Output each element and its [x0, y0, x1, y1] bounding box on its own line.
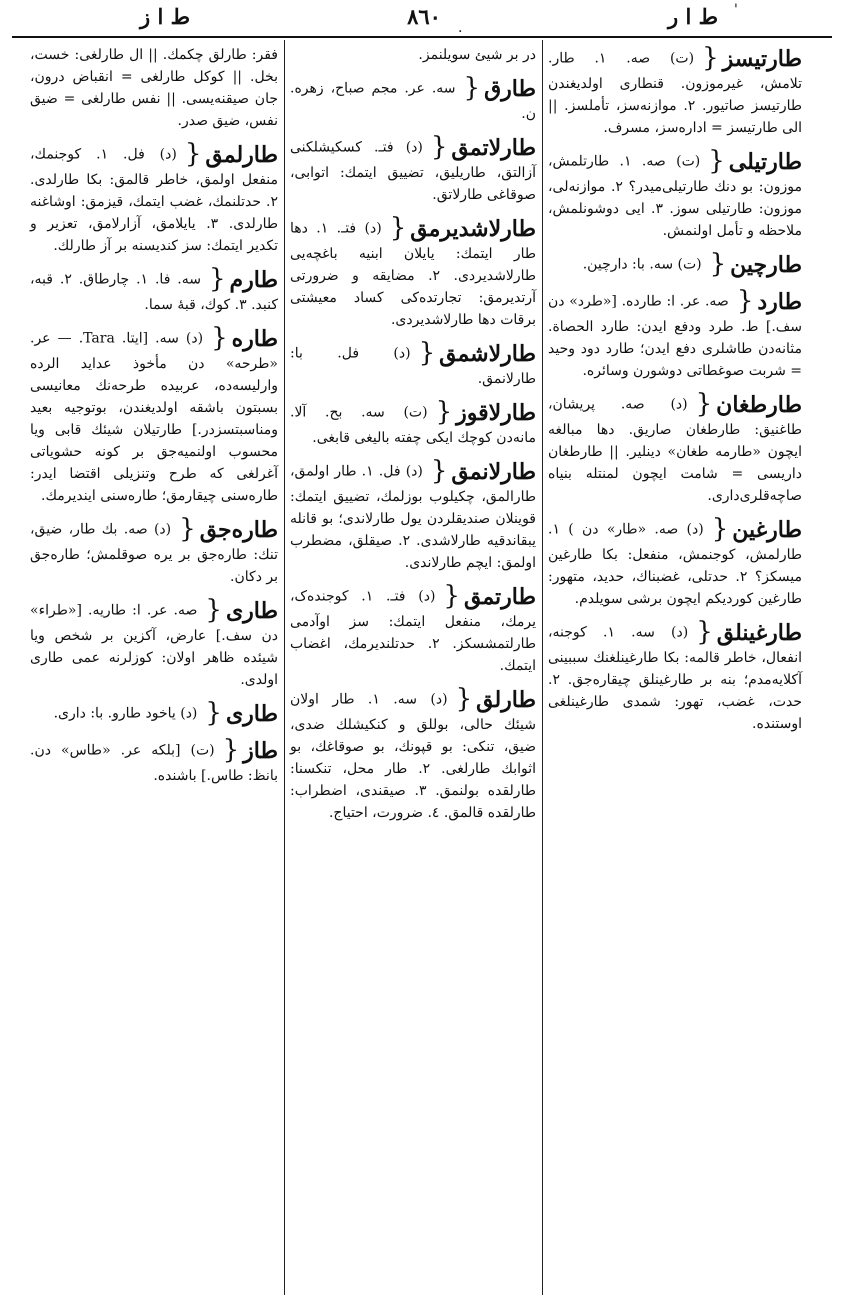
header-dot: . [458, 20, 463, 36]
entry-headword: طارطغان { [696, 390, 802, 419]
entry-definition: (د) فل. ۱. کوجنمك، منفعل اولمق، خاطر قالمق: بکا طارلدی. ۲. حدتلنمك، غضب ایتمك، قیزمق: اوشاغنه طارلدی. ۳. یایلامق، آزارلامق، تعزیر و تکدیر ایتمك: سز کندیسنه بر آز طارلك. [30, 146, 278, 254]
column-middle [290, 44, 536, 832]
entry-definition: (ت) صه. ۱. طار. تلامش، غیرموزون. قنطاری اولدیغندن طارتیسز صاتیور. ۲. موازنه‌سز، تأملسز. || الی طارتیسز = ادارەسز، مسرف. [548, 50, 803, 136]
header-left: ط ا ز [140, 4, 191, 29]
dictionary-entry [30, 140, 278, 257]
entry-definition: (د) صه. پریشان، طاغنیق: طارطغان صاریق. دها مبالغه ایچون «طارمه طغان» دینلیر. || طارطغان داریسی = شامت ایچون لمنتله بنیاه صاچه‌قلری‌داری. [548, 396, 802, 504]
entry-headword: طاز { [223, 736, 278, 765]
dictionary-entry [30, 699, 278, 728]
dictionary-entry [30, 515, 278, 588]
entry-definition: صه. عر. ا: طاریه. [«طراء» دن سف.] عارض، آکزین بر شخص ویا شیئده ظاهر اولان: کوزلرنه عمی طاری اولدی. [30, 602, 278, 688]
header-mark: ' [734, 2, 738, 18]
dictionary-entry [548, 515, 802, 610]
entry-headword: طاری { [205, 596, 278, 625]
entry-definition: (ت) سه. بح. آلا. مانه‌دن کوچك ایکی چفته بالیغی قابغی. [290, 404, 536, 446]
entry-definition: (د) فل. ۱. طار اولمق، طارالمق، چکیلوب بوزلمك، تضییق ایتمك: قوینلان صندیقلردن یول طارلاندی؛ بو قانله یبقاندقیه طارلاشدی. ۲. صیقلق، مضطرب اولمق: ایچم طارلاندی. [290, 463, 536, 571]
entry-definition: سه. فا. ۱. چارطاق. ۲. قبه، کنبد. ۳. کوك، قبهٔ سما. [30, 271, 278, 313]
entry-definition: (د) فتـ. ۱. کوجنده‌ک، یرمك، منفعل ایتمك: سز اوآدمی طارلتمشسکز. ۲. حدتلندیرمك، اغضاب ایتمك. [290, 588, 536, 674]
dictionary-entry [30, 44, 278, 132]
entry-headword: طارچین { [710, 250, 802, 279]
column-right [548, 44, 802, 743]
entry-definition: در بر شیئ سویلنمز. [418, 47, 536, 63]
entry-headword: طارغینلق { [696, 618, 802, 647]
entry-definition: (د) صه. «طار» دن ) ۱. طارلمش، کوجنمش، منفعل: بکا طارغین میسکز؟ ۲. حدتلی، غضبناك، حدید، متهور: طارغین کوردیکم ایچون برشی سویلدم. [548, 521, 802, 607]
entry-headword: طارلاتمق { [431, 133, 536, 162]
entry-definition: (د) فل. با: طارلانمق. [290, 345, 536, 387]
column-divider-right [542, 40, 543, 1295]
dictionary-entry [290, 685, 536, 824]
entry-headword: طارتمق { [443, 582, 536, 611]
dictionary-entry [548, 147, 802, 242]
entry-headword: طارلانمق { [431, 457, 536, 486]
dictionary-entry [290, 582, 536, 677]
entry-definition: (ت) صه. ۱. طارتلمش، موزون: بو دنك طارتیلی‌میدر؟ ۲. موازنه‌لی، موزون: طارتیلی سوز. ۳. ایی دوشونلمش، ملاحظه و تأمل اولنمش. [548, 153, 803, 239]
dictionary-entry [548, 250, 802, 279]
dictionary-entry [548, 287, 802, 382]
dictionary-entry [30, 596, 278, 691]
entry-headword: طارلاشمق { [419, 339, 536, 368]
dictionary-entry [30, 324, 278, 507]
entry-headword: طارد { [737, 287, 802, 316]
entry-definition: (د) سه. ۱. طار اولان شیئك حالی، بوللق و کنکیشلك ضدی، ضیق، تنكی: بو قپونك، بو صوقاغك، بو اثوابك طارلغی. ۲. طار محل، تنكسنا: طارلقده بولنمق. ۳. صیقندی، اضطراب: طارلقده قالمق. ٤. ضرورت، احتیاج. [290, 691, 537, 821]
dictionary-entry [548, 618, 802, 735]
entry-headword: طارغین { [712, 515, 802, 544]
entry-headword: طارلق { [456, 685, 536, 714]
dictionary-entry [548, 390, 802, 507]
entry-definition: فقر: طارلق چکمك. || ال طارلغی: خست، بخل. || کوکل طارلغی = انقباض درون، جان صیقنه‌یسی. || نفس طارلغی = ضیق نفس، ضیق صدر. [30, 47, 278, 129]
entry-definition: (د) سه. [ایتا. Tara. — عر. «طرحه» دن مأخوذ عداید الرده وارلیسه‌ده، عربیده طرحه‌نك معانیسی بسبتون باشقه اولدیغندن، بوتوجیه بعید ومناسبتسزدر.] طارتیلان شیئك قابی ویا محسوب اولنمیه‌جق بر کونه حشویاتی آغرلغی که طرح وتنزیلی اقتضا ایدر: طاره‌سنی چیقارمق؛ طاره‌سنی ایندیرمك. [30, 330, 278, 504]
entry-headword: طارق { [464, 74, 536, 103]
entry-headword: طارم { [209, 265, 278, 294]
dictionary-entry [30, 736, 278, 787]
entry-definition: (د) صه. بك طار، ضیق، تنك: طاره‌جق بر یره صوقلمش؛ طاره‌جق بر دکان. [30, 521, 278, 585]
entry-headword: طارتیلی { [708, 147, 802, 176]
entry-headword: طارلاقوز { [436, 398, 536, 427]
dictionary-entry [290, 133, 536, 206]
entry-definition: (د) فتـ. ۱. دها طار ایتمك: یایلان ابنیه باغچه‌یی طارلاشدیردی. ۲. مضایقه و ضرورتی آرتدیرمق: تجارتده‌کی کساد معیشتی برقات دها طارلاشدیردی. [290, 220, 536, 328]
entry-headword: طارلاشدیرمق { [390, 214, 536, 243]
entry-definition: (ت) سه. با: دارچین. [582, 256, 702, 273]
dictionary-entry [290, 398, 536, 449]
dictionary-entry [290, 339, 536, 390]
dictionary-entry [290, 214, 536, 331]
entry-headword: طارتیسز { [702, 44, 802, 73]
page-number: ۸٦٠ [407, 4, 441, 29]
entry-definition: (د) یاخود طارو. با: داری. [53, 705, 198, 722]
header-rule [12, 36, 832, 38]
column-left [30, 44, 278, 795]
entry-definition: صه. عر. ا: طارده. [«طرد» دن سف.] ط. طرد ودفع ایدن: طارد الحصاة. مثانه‌دن طاشلری دفع ایدن؛ طارد دود وحید = شربت صوغطاتی دوشورن وسائره. [548, 293, 802, 379]
dictionary-entry [290, 74, 536, 125]
dictionary-entry [548, 44, 802, 139]
entry-headword: طاری { [205, 699, 278, 728]
entry-definition: سه. عر. مجم صباح، زهره. ن. [290, 80, 536, 122]
dictionary-entry [30, 265, 278, 316]
entry-headword: طارلمق { [185, 140, 278, 169]
dictionary-entry [290, 44, 536, 66]
column-divider-left [284, 40, 285, 1295]
entry-definition: (ت) [بلکه عر. «طاس» دن. بانظ: طاس.] باشنده. [30, 742, 278, 784]
entry-definition: (د) فتـ. کسکیشلکنی آزالتق، طاریلیق، تضییق ایتمك: اتوابی، صوقاغی طارلاتق. [290, 139, 536, 203]
entry-headword: طاره‌جق { [179, 515, 278, 544]
entry-headword: طاره { [211, 324, 278, 353]
entry-definition: (د) سه. ۱. کوجنه، انفعال، خاطر قالمه: بکا طارغینلغنك سببینی آکلایه‌مدم؛ بنه بر طارغینلق چیقاره‌جق. ۲. حدت، غضب، تهور: شمدی طارغینلغی اوستنده. [548, 624, 802, 732]
header-right: ط ا ر [668, 4, 719, 29]
dictionary-entry [290, 457, 536, 574]
